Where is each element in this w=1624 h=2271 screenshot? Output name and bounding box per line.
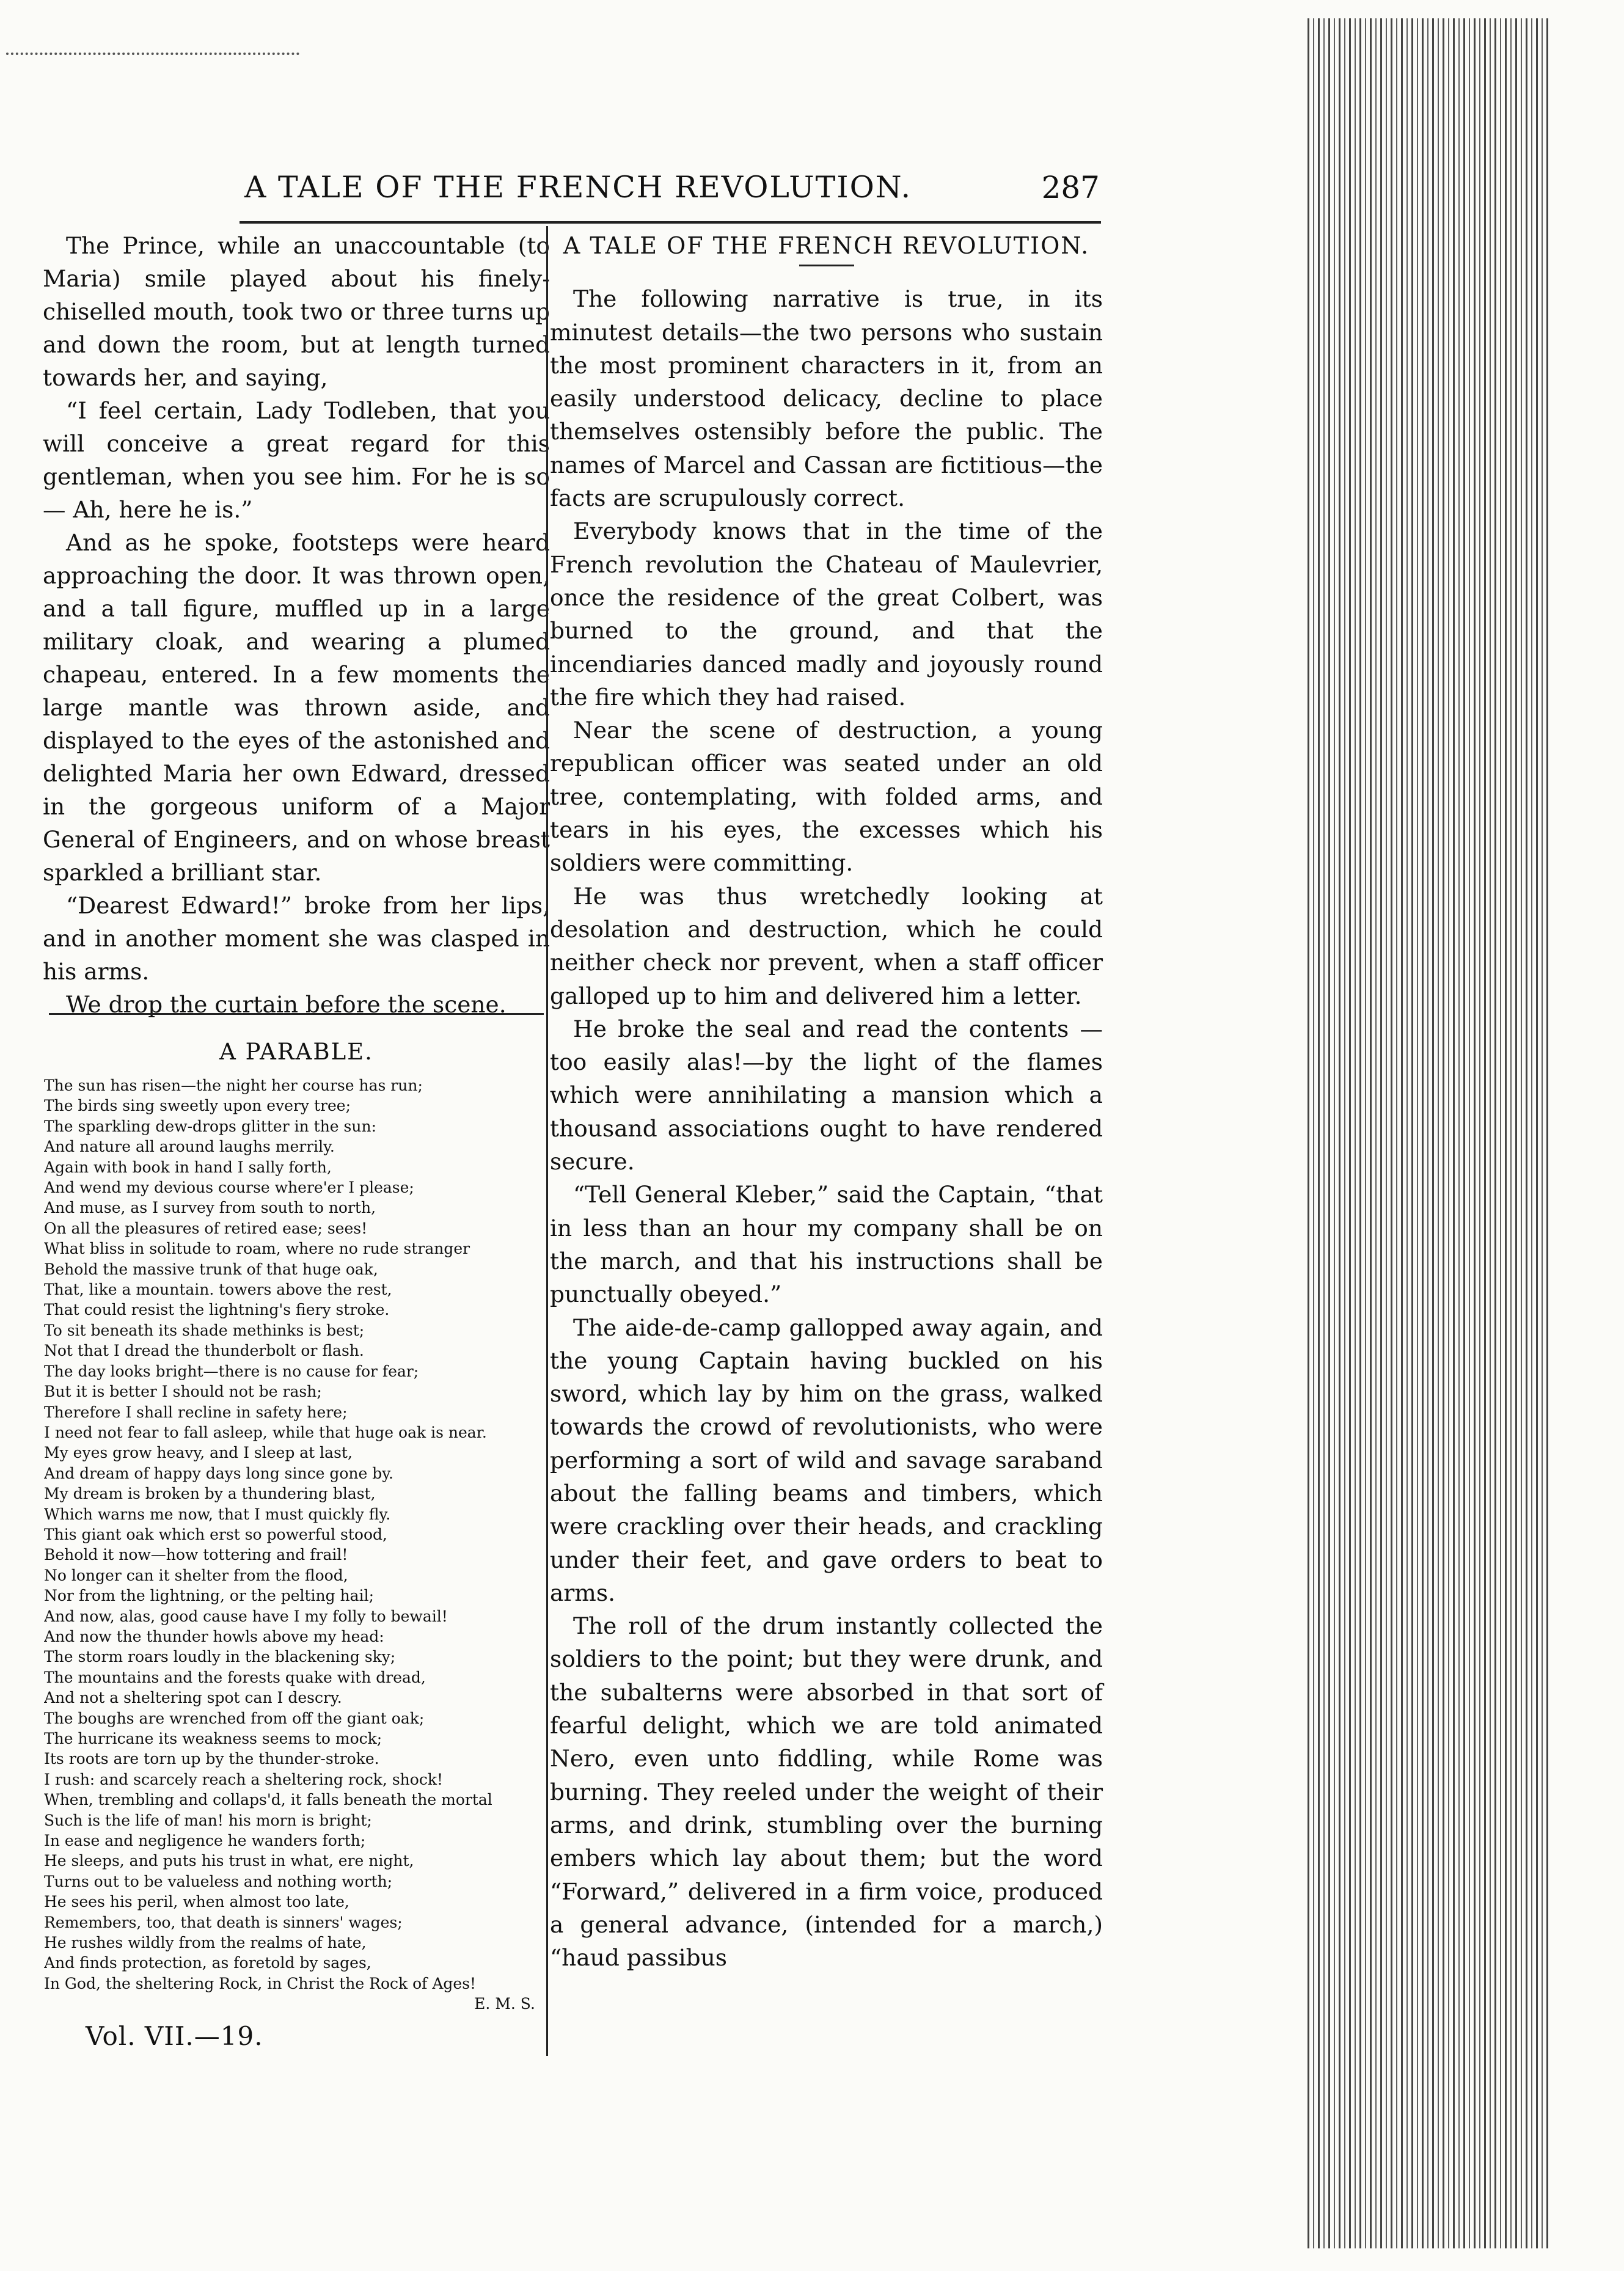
page-number: 287 <box>1041 170 1100 205</box>
poem-line: And nature all around laughs merrily. <box>44 1138 335 1156</box>
title-rule <box>799 265 854 266</box>
poem-line: Again with book in hand I sally forth, <box>44 1158 332 1176</box>
volume-label: Vol. VII.—19. <box>86 2021 263 2051</box>
poem-line: Therefore I shall recline in safety here; <box>44 1403 348 1421</box>
left-column <box>43 229 550 1021</box>
poem-line: And dream of happy days long since gone by. <box>44 1464 393 1482</box>
poem-line: The boughs are wrenched from off the giant oak; <box>44 1709 425 1727</box>
poem-line: This giant oak which erst so powerful stood, <box>44 1525 387 1543</box>
left-paragraph: “I feel certain, Lady Todleben, that you will conceive a great regard for this gentleman, when you see him. For he is so— Ah, here he is.” <box>43 397 550 523</box>
header-rule <box>240 221 1101 224</box>
poem-line: In God, the sheltering Rock, in Christ the Rock of Ages! <box>44 1974 477 1992</box>
right-paragraph: He was thus wretchedly looking at desolation and destruction, which he could neither check nor prevent, when a staff officer galloped up to him and delivered him a letter. <box>550 882 1103 1009</box>
right-paragraph: The aide-de-camp gallopped away again, and the young Captain having buckled on his sword, which lay by him on the grass, walked towards the crowd of revolutionists, who were performing a sort of wild and savage saraband about the falling beams and timbers, which were crackling over their heads, and crackling under their feet, and gave orders to beat to arms. <box>550 1314 1103 1606</box>
poem-line: To sit beneath its shade methinks is best; <box>44 1321 365 1339</box>
poem-line: And now the thunder howls above my head: <box>44 1627 384 1645</box>
poem-line: And not a sheltering spot can I descry. <box>44 1689 342 1707</box>
poem-line: Such is the life of man! his morn is bright; <box>44 1811 372 1829</box>
top-dotted-rule <box>6 53 299 55</box>
left-paragraph: And as he spoke, footsteps were heard approaching the door. It was thrown open, and a tall figure, muffled up in a large military cloak, and wearing a plumed chapeau, entered. In a few moments the large mantle was thrown aside, and displayed to the eyes of the astonished and delighted Maria her own Edward, dressed in the gorgeous uniform of a Major General of Engineers, and on whose breast sparkled a brilliant star. <box>43 529 550 886</box>
poem-line: That could resist the lightning's fiery stroke. <box>44 1301 390 1319</box>
poem-line: The sun has risen—the night her course has run; <box>44 1077 423 1094</box>
poem-line: He rushes wildly from the realms of hate, <box>44 1934 367 1952</box>
poem-line: The day looks bright—there is no cause for fear; <box>44 1362 419 1380</box>
poem-line: The hurricane its weakness seems to mock; <box>44 1730 382 1747</box>
poem-line: Remembers, too, that death is sinners' wages; <box>44 1913 403 1931</box>
poem-line: Behold it now—how tottering and frail! <box>44 1546 348 1564</box>
left-paragraph: “Dearest Edward!” broke from her lips, and in another moment she was clasped in his arms. <box>43 892 550 985</box>
poem-line: And finds protection, as foretold by sages, <box>44 1954 371 1972</box>
right-paragraph: The following narrative is true, in its minutest details—the two persons who sustain the most prominent characters in it, from an easily understood delicacy, decline to place themselves ostensibly before the public. The names of Marcel and Cassan are fictitious—the facts are scrupulously correct. <box>550 285 1103 512</box>
right-paragraph: Everybody knows that in the time of the French revolution the Chateau of Maulevrier, once the residence of the great Colbert, was burned to the ground, and that the incendiaries danced madly and joyously round the fire which they had raised. <box>550 517 1103 711</box>
left-paragraph: The Prince, while an unaccountable (to Maria) smile played about his finely-chiselled mouth, took two or three turns up and down the room, but at length turned towards her, and saying, <box>43 232 550 391</box>
parable-poem <box>44 1075 540 2014</box>
poem-line: Nor from the lightning, or the pelting hail; <box>44 1587 375 1605</box>
poem-line: Turns out to be valueless and nothing worth; <box>44 1872 393 1890</box>
poem-signature: E. M. S. <box>474 1995 535 2013</box>
poem-line: On all the pleasures of retired ease; sees! <box>44 1219 368 1237</box>
poem-line: The sparkling dew-drops glitter in the sun: <box>44 1117 376 1135</box>
left-paragraph: We drop the curtain before the scene. <box>66 991 507 1018</box>
poem-line: And now, alas, good cause have I my folly to bewail! <box>44 1607 448 1625</box>
poem-line: He sleeps, and puts his trust in what, ere night, <box>44 1852 414 1870</box>
poem-line: Which warns me now, that I must quickly fly. <box>44 1505 391 1523</box>
poem-line: My eyes grow heavy, and I sleep at last, <box>44 1444 353 1462</box>
right-paragraph: The roll of the drum instantly collected the soldiers to the point; but they were drunk, and the subalterns were absorbed in that sort of fearful delight, which we are told animated Nero, even unto fiddling, while Rome was burning. They reeled under the weight of their arms, and drink, stumbling over the burning embers which lay about them; but the word “Forward,” delivered in a firm voice, produced a general advance, (intended for a march,) “haud passibus <box>550 1612 1103 1972</box>
poem-line: In ease and negligence he wanders forth; <box>44 1832 366 1850</box>
scan-edge-artifact <box>1308 18 1552 2248</box>
poem-line: No longer can it shelter from the flood, <box>44 1566 348 1584</box>
column-divider <box>546 226 548 2056</box>
poem-line: And muse, as I survey from south to north, <box>44 1199 376 1217</box>
poem-line: Not that I dread the thunderbolt or flash. <box>44 1342 364 1360</box>
right-paragraph: “Tell General Kleber,” said the Captain, “that in less than an hour my company shall be on the march, and that his instructions shall be punctually obeyed.” <box>550 1181 1103 1308</box>
page-header <box>244 170 1100 219</box>
parable-title: A PARABLE. <box>219 1039 373 1065</box>
poem-line: He sees his peril, when almost too late, <box>44 1893 349 1911</box>
poem-line: Behold the massive trunk of that huge oak, <box>44 1260 378 1278</box>
poem-line: The birds sing sweetly upon every tree; <box>44 1097 351 1115</box>
section-divider <box>49 1013 544 1015</box>
poem-line: When, trembling and collaps'd, it falls beneath the mortal <box>44 1791 492 1809</box>
poem-line: And wend my devious course where'er I please; <box>44 1179 414 1197</box>
poem-line: The storm roars loudly in the blackening sky; <box>44 1648 396 1666</box>
running-title: A TALE OF THE FRENCH REVOLUTION. <box>244 170 912 205</box>
poem-line: I rush: and scarcely reach a sheltering rock, shock! <box>44 1770 444 1788</box>
poem-line: That, like a mountain. towers above the rest, <box>44 1281 392 1299</box>
right-paragraph: He broke the seal and read the contents —too easily alas!—by the light of the flames which were annihilating a mansion which a thousand associations ought to have rendered secure. <box>550 1015 1103 1176</box>
right-column <box>550 229 1103 1974</box>
article-title: A TALE OF THE FRENCH REVOLUTION. <box>563 232 1090 259</box>
poem-line: I need not fear to fall asleep, while that huge oak is near. <box>44 1423 487 1441</box>
poem-line: But it is better I should not be rash; <box>44 1383 322 1401</box>
poem-line: Its roots are torn up by the thunder-stroke. <box>44 1750 379 1768</box>
right-paragraph: Near the scene of destruction, a young republican officer was seated under an old tree, contemplating, with folded arms, and tears in his eyes, the excesses which his soldiers were committing. <box>550 717 1103 877</box>
poem-line: My dream is broken by a thundering blast, <box>44 1485 376 1503</box>
poem-line: What bliss in solitude to roam, where no rude stranger <box>44 1240 470 1258</box>
poem-line: The mountains and the forests quake with dread, <box>44 1668 426 1686</box>
